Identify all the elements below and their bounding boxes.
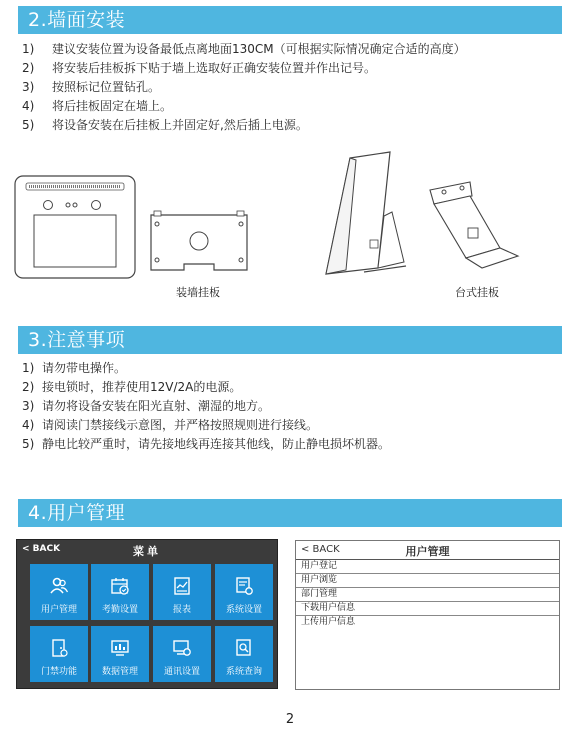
list-item: 1) 建议安装位置为设备最低点离地面130CM（可根据实际情况确定合适的高度） <box>22 42 466 56</box>
user-menu-item[interactable]: 下载用户信息 <box>296 602 559 616</box>
device-desk-illustration <box>320 150 410 282</box>
user-management-screen <box>295 540 560 690</box>
tile-system-settings[interactable]: 系统设置 <box>215 564 273 620</box>
calendar-icon <box>110 576 130 596</box>
device-front-illustration <box>14 175 136 279</box>
menu-top-bar <box>17 540 277 562</box>
tile-attendance-settings[interactable]: 考勤设置 <box>91 564 149 620</box>
users-icon <box>49 576 69 596</box>
list-item: 2) 接电锁时，推荐使用12V/2A的电源。 <box>22 380 242 394</box>
system-settings-icon <box>234 576 254 596</box>
tile-report[interactable]: 报表 <box>153 564 211 620</box>
section-4-header: 4.用户管理 <box>18 499 562 527</box>
list-item: 1) 请勿带电操作。 <box>22 361 127 375</box>
tile-data-management[interactable]: 数据管理 <box>91 626 149 682</box>
door-icon <box>49 638 69 658</box>
network-icon <box>172 638 192 658</box>
user-menu-title: 用户管理 <box>405 545 450 558</box>
section-3-header: 3.注意事项 <box>18 326 562 354</box>
list-item: 4) 请阅读门禁接线示意图，并严格按照规则进行接线。 <box>22 418 319 432</box>
query-icon <box>234 638 254 658</box>
page-number: 2 <box>285 712 295 727</box>
user-top-bar <box>296 541 559 560</box>
report-icon <box>172 576 192 596</box>
user-back-button[interactable]: < BACK <box>301 544 340 555</box>
tile-communication-settings[interactable]: 通讯设置 <box>153 626 211 682</box>
tile-door-function[interactable]: 门禁功能 <box>30 626 88 682</box>
main-menu-screen <box>16 539 278 689</box>
user-menu-item[interactable]: 用户浏览 <box>296 574 559 588</box>
section-2-list <box>22 40 562 135</box>
wall-bracket-caption: 装墙挂板 <box>176 286 220 299</box>
menu-title: 菜单 <box>133 545 161 558</box>
user-menu-item[interactable]: 用户登记 <box>296 560 559 574</box>
tile-system-query[interactable]: 系统查询 <box>215 626 273 682</box>
section-3-list <box>22 359 562 454</box>
section-2-header: 2.墙面安装 <box>18 6 562 34</box>
list-item: 4) 将后挂板固定在墙上。 <box>22 99 173 113</box>
wall-bracket-illustration <box>148 210 250 278</box>
tile-user-management[interactable]: 用户管理 <box>30 564 88 620</box>
desk-bracket-illustration <box>422 176 522 276</box>
data-icon <box>110 638 130 658</box>
desk-bracket-caption: 台式挂板 <box>455 286 499 299</box>
user-menu-item[interactable]: 部门管理 <box>296 588 559 602</box>
list-item: 2) 将安装后挂板拆下贴于墙上选取好正确安装位置并作出记号。 <box>22 61 377 75</box>
list-item: 5) 静电比较严重时，请先接地线再连接其他线，防止静电损坏机器。 <box>22 437 391 451</box>
list-item: 5) 将设备安装在后挂板上并固定好,然后插上电源。 <box>22 118 308 132</box>
menu-back-button[interactable]: < BACK <box>22 544 61 554</box>
user-menu-item[interactable]: 上传用户信息 <box>301 617 356 627</box>
list-item: 3) 请勿将设备安装在阳光直射、潮湿的地方。 <box>22 399 271 413</box>
list-item: 3) 按照标记位置钻孔。 <box>22 80 161 94</box>
